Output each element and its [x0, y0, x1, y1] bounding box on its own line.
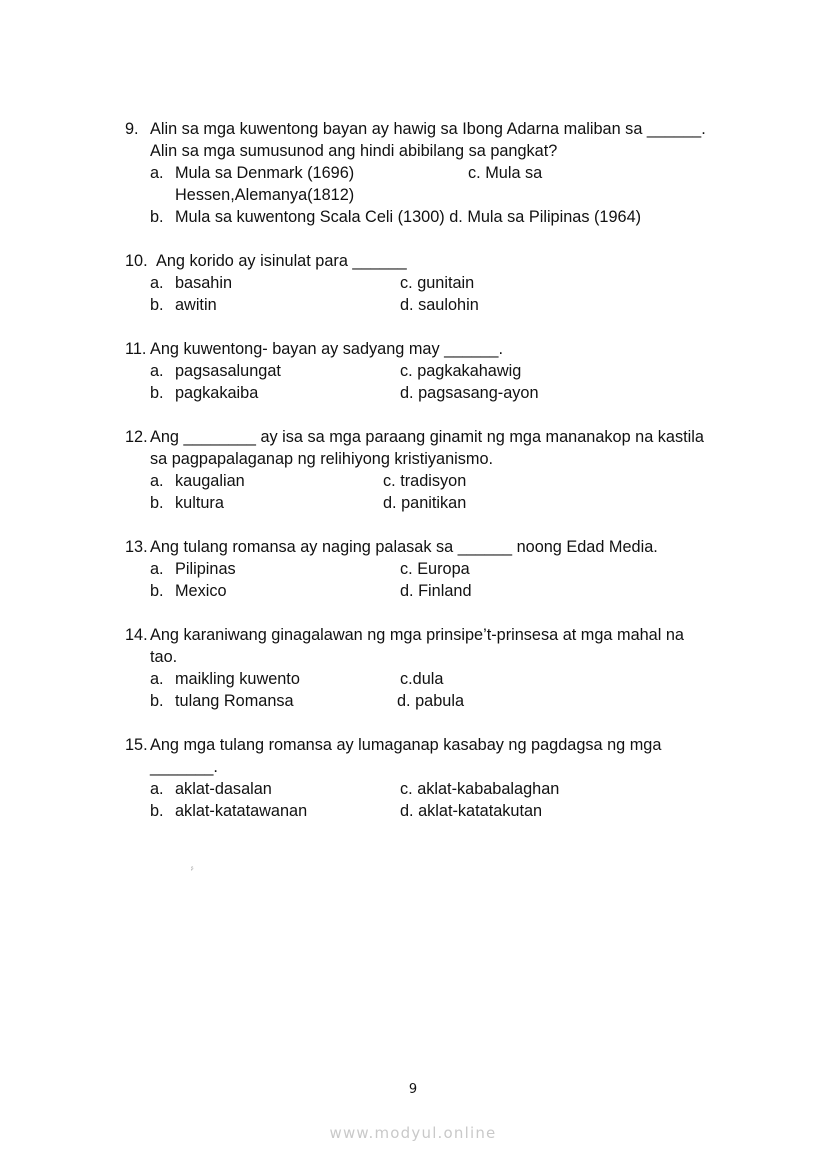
question-number: 13.	[125, 538, 148, 556]
question-stem: Ang korido ay isinulat para ______	[156, 252, 407, 270]
question-stem: Alin sa mga sumusunod ang hindi abibilang sa pangkat?	[150, 142, 558, 160]
choice-letter: a.	[150, 164, 164, 182]
question-stem: Ang mga tulang romansa ay lumaganap kasabay ng pagdagsa ng mga	[150, 736, 662, 754]
choice-letter: b.	[150, 692, 164, 710]
question-number: 9.	[125, 120, 139, 138]
choice-d: d. saulohin	[400, 296, 479, 314]
choice-letter: a.	[150, 362, 164, 380]
choice-letter: a.	[150, 274, 164, 292]
choice-letter: a.	[150, 472, 164, 490]
question-number: 11.	[125, 340, 147, 358]
choice-c: c. Mula sa	[468, 164, 543, 182]
choice-d: d. pagsasang-ayon	[400, 384, 539, 402]
choice-b: awitin	[175, 296, 217, 314]
choice-c-continued: Hessen,Alemanya(1812)	[175, 186, 355, 204]
question-stem: Ang kuwentong- bayan ay sadyang may ______.	[150, 340, 504, 358]
choice-d: d. aklat-katatakutan	[400, 802, 543, 820]
choice-a: basahin	[175, 274, 233, 292]
choice-c: c. gunitain	[400, 274, 475, 292]
choice-letter: b.	[150, 802, 164, 820]
choice-a: Mula sa Denmark (1696)	[175, 164, 355, 182]
choice-b: Mexico	[175, 582, 227, 600]
choice-b: tulang Romansa	[175, 692, 294, 710]
choice-b: kultura	[175, 494, 224, 512]
choice-c: c. Europa	[400, 560, 470, 578]
question-stem: _______.	[150, 758, 218, 776]
choice-d: d. panitikan	[383, 494, 467, 512]
watermark: www.modyul.online	[329, 1124, 497, 1142]
choice-b: aklat-katatawanan	[175, 802, 308, 820]
choice-a: Pilipinas	[175, 560, 236, 578]
choice-b: pagkakaiba	[175, 384, 259, 402]
question-stem: sa pagpapalaganap ng relihiyong kristiyanismo.	[150, 450, 494, 468]
choice-letter: a.	[150, 780, 164, 798]
question-number: 12.	[125, 428, 148, 446]
question-stem: tao.	[150, 648, 178, 666]
question-number: 14.	[125, 626, 148, 644]
choice-a: kaugalian	[175, 472, 245, 490]
choice-a: maikling kuwento	[175, 670, 300, 688]
choice-a: aklat-dasalan	[175, 780, 272, 798]
choice-letter: a.	[150, 670, 164, 688]
choice-letter: b.	[150, 208, 164, 226]
choice-c: c.dula	[400, 670, 444, 688]
question-stem: Ang ________ ay isa sa mga paraang ginamit ng mga mananakop na kastila	[150, 428, 704, 446]
question-stem: Alin sa mga kuwentong bayan ay hawig sa Ibong Adarna maliban sa ______.	[150, 120, 706, 138]
choice-d: d. Finland	[400, 582, 472, 600]
stray-mark: ᶳ	[191, 866, 194, 873]
choice-c: c. tradisyon	[383, 472, 467, 490]
choice-letter: b.	[150, 494, 164, 512]
question-stem: Ang karaniwang ginagalawan ng mga prinsipe’t-prinsesa at mga mahal na	[150, 626, 684, 644]
choice-letter: a.	[150, 560, 164, 578]
choice-a: pagsasalungat	[175, 362, 281, 380]
question-stem: Ang tulang romansa ay naging palasak sa ______ noong Edad Media.	[150, 538, 658, 556]
choice-letter: b.	[150, 296, 164, 314]
question-number: 10.	[125, 252, 148, 270]
choice-letter: b.	[150, 582, 164, 600]
page-number: 9	[408, 1082, 418, 1097]
choice-d: d. pabula	[397, 692, 464, 710]
choice-c: c. aklat-kababalaghan	[400, 780, 560, 798]
choice-c: c. pagkakahawig	[400, 362, 522, 380]
choice-letter: b.	[150, 384, 164, 402]
question-number: 15.	[125, 736, 148, 754]
choice-b-and-d: Mula sa kuwentong Scala Celi (1300) d. Mula sa Pilipinas (1964)	[175, 208, 642, 226]
